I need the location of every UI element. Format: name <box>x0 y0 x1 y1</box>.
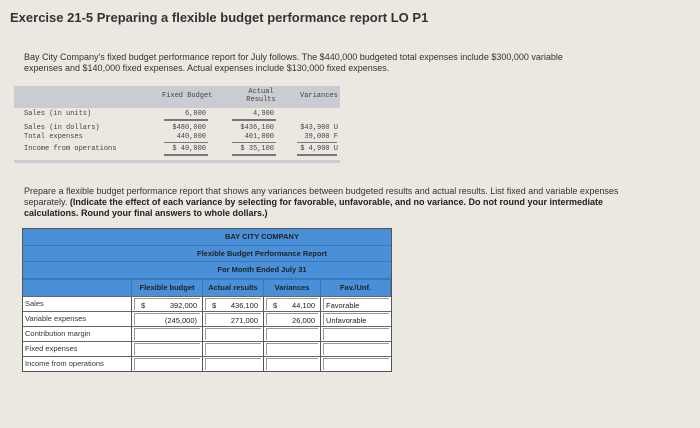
fav-unf-cell <box>321 357 391 371</box>
col-fav-unf: Fav./Unf. <box>321 280 391 296</box>
fav-unf-select[interactable] <box>323 358 389 370</box>
header-row <box>23 279 391 296</box>
variance-input-cell <box>264 327 321 341</box>
fav-unf-cell <box>321 297 391 311</box>
col-fixed-budget: Fixed Budget <box>162 92 213 100</box>
double-underline <box>297 154 337 156</box>
flexible-budget-input-cell <box>132 297 203 311</box>
flexible-budget-input[interactable] <box>134 313 200 325</box>
variance-input-value: 26,000 <box>292 315 315 325</box>
fixed-value: 440,000 <box>176 133 206 141</box>
row-label: Fixed expenses <box>23 342 132 356</box>
fav-unf-value: Favorable <box>326 300 360 310</box>
fav-unf-select[interactable] <box>323 313 389 325</box>
variance-value: $ 4,900 U <box>300 145 338 153</box>
flexible-budget-input[interactable] <box>134 328 200 340</box>
actual-results-input-cell <box>203 312 264 326</box>
actual-value: 401,000 <box>244 133 274 141</box>
actual-results-input-value: 271,000 <box>230 315 258 325</box>
variance-input[interactable] <box>266 313 318 325</box>
underline <box>297 142 337 143</box>
variance-input[interactable] <box>266 298 318 310</box>
actual-results-input-cell <box>203 297 264 311</box>
fav-unf-cell <box>321 342 391 356</box>
actual-results-input-value: 436,100 <box>230 300 258 310</box>
col-variances: Variances <box>264 280 321 296</box>
actual-value: $ 35,100 <box>240 145 274 153</box>
footer-band <box>14 160 340 163</box>
fixed-budget-report <box>14 86 340 164</box>
col-actual-results: Actual Results <box>246 88 276 104</box>
table-row <box>23 341 391 356</box>
fav-unf-value: Unfavorable <box>326 315 367 325</box>
col-variances: Variances <box>300 92 338 100</box>
actual-results-input[interactable] <box>205 343 261 355</box>
flexible-budget-input-value: 392,000 <box>169 300 197 310</box>
fav-unf-select[interactable] <box>323 298 389 310</box>
fav-unf-cell <box>321 312 391 326</box>
underline <box>232 119 276 121</box>
actual-value: 4,900 <box>252 110 274 118</box>
double-underline <box>164 154 208 156</box>
variance-value: 39,000 F <box>304 133 338 141</box>
underline <box>164 119 208 121</box>
col-actual-results: Actual results <box>203 280 264 296</box>
variance-input-cell <box>264 357 321 371</box>
currency-symbol: $ <box>273 300 278 310</box>
col-flexible-budget: Flexible budget <box>132 280 203 296</box>
row-label: Contribution margin <box>23 327 132 341</box>
actual-results-input[interactable] <box>205 358 261 370</box>
underline <box>164 142 208 143</box>
actual-results-input-cell <box>203 357 264 371</box>
fav-unf-select[interactable] <box>323 328 389 340</box>
actual-results-input-cell <box>203 327 264 341</box>
table-row <box>23 296 391 311</box>
variance-input[interactable] <box>266 343 318 355</box>
flexible-budget-input-cell <box>132 327 203 341</box>
row-label: Variable expenses <box>23 312 132 326</box>
row-label: Total expenses <box>24 133 83 141</box>
fixed-value: 6,000 <box>184 110 206 118</box>
fav-unf-select[interactable] <box>323 343 389 355</box>
table-row <box>23 311 391 326</box>
fixed-value: $ 40,000 <box>172 145 206 153</box>
actual-results-input[interactable] <box>205 298 261 310</box>
fav-unf-cell <box>321 327 391 341</box>
variance-input-cell <box>264 297 321 311</box>
flexible-budget-input-value: (245,000) <box>164 315 197 325</box>
intro-text: Bay City Company's fixed budget performance report for July follows. The $440,000 budgeted total expenses include $300,000 variable expenses and $140,000 fixed expenses. Actual expenses include $130,000 fixed expenses. <box>24 52 563 73</box>
report-name: Flexible Budget Performance Report <box>23 246 391 263</box>
label-header <box>23 280 132 296</box>
flexible-budget-input[interactable] <box>134 343 200 355</box>
table-row <box>23 326 391 341</box>
variance-input-value: 44,100 <box>292 300 315 310</box>
flexible-budget-input-cell <box>132 312 203 326</box>
company-name: BAY CITY COMPANY <box>23 229 391 246</box>
exercise-title: Exercise 21-5 Preparing a flexible budget performance report LO P1 <box>10 10 429 25</box>
flexible-budget-input[interactable] <box>134 358 200 370</box>
variance-input-cell <box>264 312 321 326</box>
actual-results-input[interactable] <box>205 328 261 340</box>
variance-input[interactable] <box>266 358 318 370</box>
actual-value: $436,100 <box>240 124 274 132</box>
actual-results-input[interactable] <box>205 313 261 325</box>
flexible-budget-input-cell <box>132 342 203 356</box>
underline <box>232 142 276 143</box>
currency-symbol: $ <box>141 300 146 310</box>
table-row <box>23 356 391 371</box>
flexible-budget-report <box>22 228 392 372</box>
flexible-budget-input-cell <box>132 357 203 371</box>
currency-symbol: $ <box>212 300 217 310</box>
row-label: Sales (in dollars) <box>24 124 100 132</box>
variance-input[interactable] <box>266 328 318 340</box>
instructions <box>24 186 624 219</box>
variance-input-cell <box>264 342 321 356</box>
double-underline <box>232 154 276 156</box>
instructions-bold: (Indicate the effect of each variance by selecting for favorable, unfavorable, and no variance. Do not round your intermediate calculations. Round your final answers to whole dollars.) <box>24 197 604 218</box>
fixed-value: $480,000 <box>172 124 206 132</box>
row-label: Income from operations <box>23 357 132 371</box>
instructions-text: Prepare a flexible budget performance report that shows any variances between budgeted results and actual results. List fixed and variable expenses separately. <box>24 186 619 207</box>
row-label: Sales (in units) <box>24 110 92 118</box>
actual-results-input-cell <box>203 342 264 356</box>
variance-value: $43,900 U <box>300 124 338 132</box>
report-period: For Month Ended July 31 <box>23 262 391 279</box>
row-label: Sales <box>23 297 132 311</box>
flexible-budget-input[interactable] <box>134 298 200 310</box>
row-label: Income from operations <box>24 145 117 153</box>
